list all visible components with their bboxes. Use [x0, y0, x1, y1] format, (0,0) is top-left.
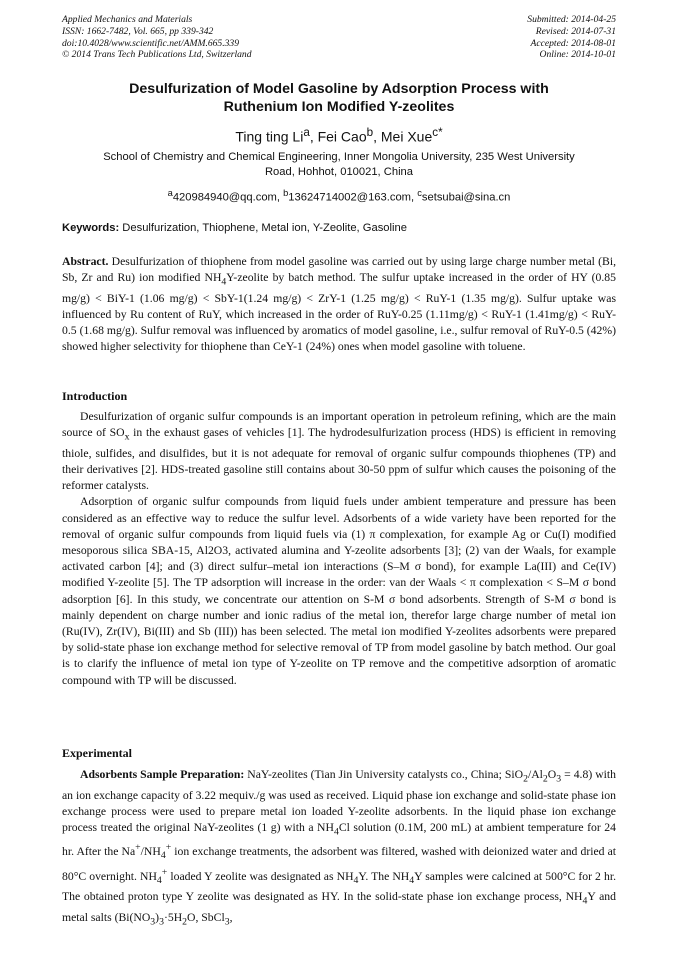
- experimental-body: [62, 767, 616, 930]
- date-submitted: Submitted: 2014-04-25: [527, 14, 616, 25]
- exp-sub: 3: [159, 916, 164, 928]
- keywords-label: Keywords:: [62, 222, 120, 234]
- exp-sup: +: [161, 866, 168, 878]
- journal-name: Applied Mechanics and Materials: [62, 14, 193, 25]
- intro-p1-subscript: x: [124, 431, 130, 443]
- exp-text: /Al: [527, 768, 543, 781]
- journal-header-left: [62, 14, 252, 61]
- exp-text: Y. The NH: [358, 869, 410, 883]
- exp-sub: 3: [150, 916, 156, 928]
- journal-copyright: © 2014 Trans Tech Publications Ltd, Switzerland: [62, 49, 252, 61]
- intro-paragraph-1: [62, 409, 616, 494]
- introduction-body: [62, 409, 616, 689]
- abstract-text-2: Y-zeolite by batch method. The sulfur uptake increased in the order of HY (0.85 mg/g) < BiY-1 (1.06 mg/g) < SbY-1(1.24 mg/g) < ZrY-1 (1.25 mg/g) < RuY-1 (1.35 mg/g). Sulfur uptake was influenced by Ru content of RuY, which increased in the order of RuY-0.25 (1.11mg/g) < RuY-1 (1.41mg/g) < RuY-0.5 (1.68 mg/g). Sulfur removal was influenced by aromatics of model gasoline, i.e., sulfur removal of RuY-0.5 (42%) showed higher selectivity for thiophene than CeY-1 (24%) ones when model gasoline with toluene.: [62, 271, 616, 354]
- exp-text: ): [155, 910, 160, 924]
- exp-text: ·5H: [163, 910, 183, 924]
- exp-paragraph-1: [62, 767, 616, 930]
- exp-text: Cl solution (0.1M, 200 mL) at ambient temperature for 24 hr. After the Na: [62, 820, 616, 859]
- author-3-affil: c*: [432, 126, 443, 139]
- date-accepted: Accepted: 2014-08-01: [530, 37, 616, 49]
- author-1-affil: a: [303, 126, 310, 139]
- exp-sub: 4: [582, 895, 588, 907]
- date-online: Online: 2014-10-01: [539, 49, 616, 61]
- email-c[interactable]: setsubai@sina.cn: [421, 191, 511, 204]
- exp-text: Y and metal salts (Bi(NO: [62, 890, 616, 924]
- intro-p1-text-b: in the exhaust gases of vehicles [1]. The hydrodesulfurization process (HDS) is efficient in removing thiole, sulfides, and disulfides, but it is not adequate for removal of organic sulfur compounds thiophenes (TP) and their derivatives [2]. HDS-treated gasoline still contains about 30-50 ppm of sulfur which causes the poisoning of the reformer catalysts.: [62, 426, 616, 493]
- author-emails: [62, 186, 616, 205]
- exp-sub: 2: [523, 773, 528, 785]
- exp-subsection-label: Adsorbents Sample Preparation:: [80, 768, 245, 781]
- exp-sup: +: [165, 842, 172, 854]
- exp-text: Y samples were calcined at 500°C for 2 hr. The obtained proton type Y zeolite was designated as HY. In the solid-state phase ion exchange process, NH: [62, 869, 616, 904]
- exp-text: ion exchange treatments, the adsorbent was filtered, washed with deionized water and dried at 80°C overnight. NH: [62, 845, 617, 883]
- title-line-1: Desulfurization of Model Gasoline by Adsorption Process with: [129, 81, 549, 97]
- author-2-affil: b: [366, 126, 374, 139]
- abstract-text-1: Desulfurization of thiophene from model gasoline was carried out by using large charge number metal (Bi, Sb, Zr and Ru) ion modified NH: [62, 255, 616, 285]
- exp-text: /NH: [140, 845, 161, 859]
- exp-sub: 4: [156, 875, 162, 887]
- exp-text: loaded Y zeolite was designated as NH: [167, 869, 354, 883]
- keywords: [62, 221, 616, 235]
- email-b[interactable]: 13624714002@163.com,: [288, 191, 418, 204]
- email-a[interactable]: 420984940@qq.com,: [172, 191, 284, 204]
- exp-sub: 3: [224, 916, 230, 928]
- intro-p1-text-a: Desulfurization of organic sulfur compounds is an important operation in petroleum refining, which are the main source of SO: [62, 410, 616, 440]
- exp-text: = 4.8) with an ion exchange capacity of 3.22 mequiv./g was used as received. Liquid phase ion exchange and solid-state phase ion exchange process were used to prepare metal ion loaded Y-zeolite adsorbents. In the liquid phase ion exchange process treated the original NaY-zeolites (1 g) with a NH: [62, 768, 617, 834]
- exp-text: O: [547, 768, 557, 781]
- exp-sub: 2: [182, 916, 188, 928]
- experimental-heading: Experimental: [62, 746, 132, 760]
- email-c-marker: c: [417, 188, 422, 198]
- email-b-marker: b: [283, 188, 289, 198]
- date-revised: Revised: 2014-07-31: [535, 25, 616, 37]
- exp-sub: 4: [353, 875, 359, 887]
- abstract-subscript: 4: [221, 276, 227, 288]
- exp-sub: 4: [409, 875, 415, 887]
- exp-text: NaY-zeolites (Tian Jin University catalysts co., China; SiO: [244, 768, 524, 781]
- journal-issn: ISSN: 1662-7482, Vol. 665, pp 339-342: [62, 25, 214, 37]
- exp-sub: 4: [160, 850, 166, 862]
- email-a-marker: a: [167, 188, 173, 198]
- keywords-text: Desulfurization, Thiophene, Metal ion, Y-Zeolite, Gasoline: [119, 222, 407, 234]
- exp-text: O, SbCl: [187, 910, 225, 924]
- abstract-label: Abstract.: [62, 255, 109, 268]
- journal-doi[interactable]: doi:10.4028/www.scientific.net/AMM.665.339: [62, 37, 240, 49]
- exp-sub: 2: [542, 773, 548, 785]
- journal-header-right: [527, 14, 616, 61]
- title-line-2: Ruthenium Ion Modified Y-zeolites: [223, 99, 455, 115]
- affiliation-line-2: Road, Hohhot, 010021, China: [264, 166, 414, 178]
- paper-title: [62, 80, 616, 116]
- intro-paragraph-2: Adsorption of organic sulfur compounds from liquid fuels under ambient temperature and pressure has been considered as an effective way to reduce the sulfur level. Adsorbents of a wide variety have been reported for the removal of organic sulfur compounds from liquid fuels via (1) π complexation, for example Ag or Cu(I) modified mesoporous silica SBA-15, Al2O3, activated alumina and Y-zeolite adsorbents [3]; (2) van der Waals, for example activated carbon [4]; and (3) direct sulfur–metal ion interactions (S–M σ bond), for example La(III) and Ce(IV) modified Y-zeolite [5]. The TP adsorption will increase in the order: van der Waals < π complexation < S–M σ bond adsorption [6]. In this study, we concentrate our attention on S-M σ bond adsorbents. Strength of S-M σ bond is mainly dependent on charge number and ionic radius of the metal ion, therefor large charge number of metal ion (Ru(IV), Zr(IV), Bi(III) and Sb (III)) has been selected. The metal ion modified Y-zeolites adsorbents were prepared by solid-state phase ion exchange method for selective removal of TP from model gasoline by batch method. Our goal is to clarify the influence of metal ion type of Y-zeolite on TP remove and the competitive adsorption of aromatic compound with TP will be discussed.: [62, 495, 616, 687]
- author-list: [62, 124, 616, 146]
- affiliation: [62, 150, 616, 180]
- abstract: [62, 254, 616, 356]
- exp-text: ,: [229, 910, 233, 924]
- exp-sup: +: [135, 842, 141, 854]
- introduction-heading: Introduction: [62, 389, 128, 403]
- author-1: Ting ting Li: [235, 128, 304, 145]
- author-3: , Mei Xue: [373, 128, 433, 145]
- exp-sub: 4: [333, 826, 339, 838]
- author-2: , Fei Cao: [309, 128, 367, 145]
- affiliation-line-1: School of Chemistry and Chemical Engineering, Inner Mongolia University, 235 West University: [103, 151, 575, 163]
- exp-sub: 3: [556, 773, 562, 785]
